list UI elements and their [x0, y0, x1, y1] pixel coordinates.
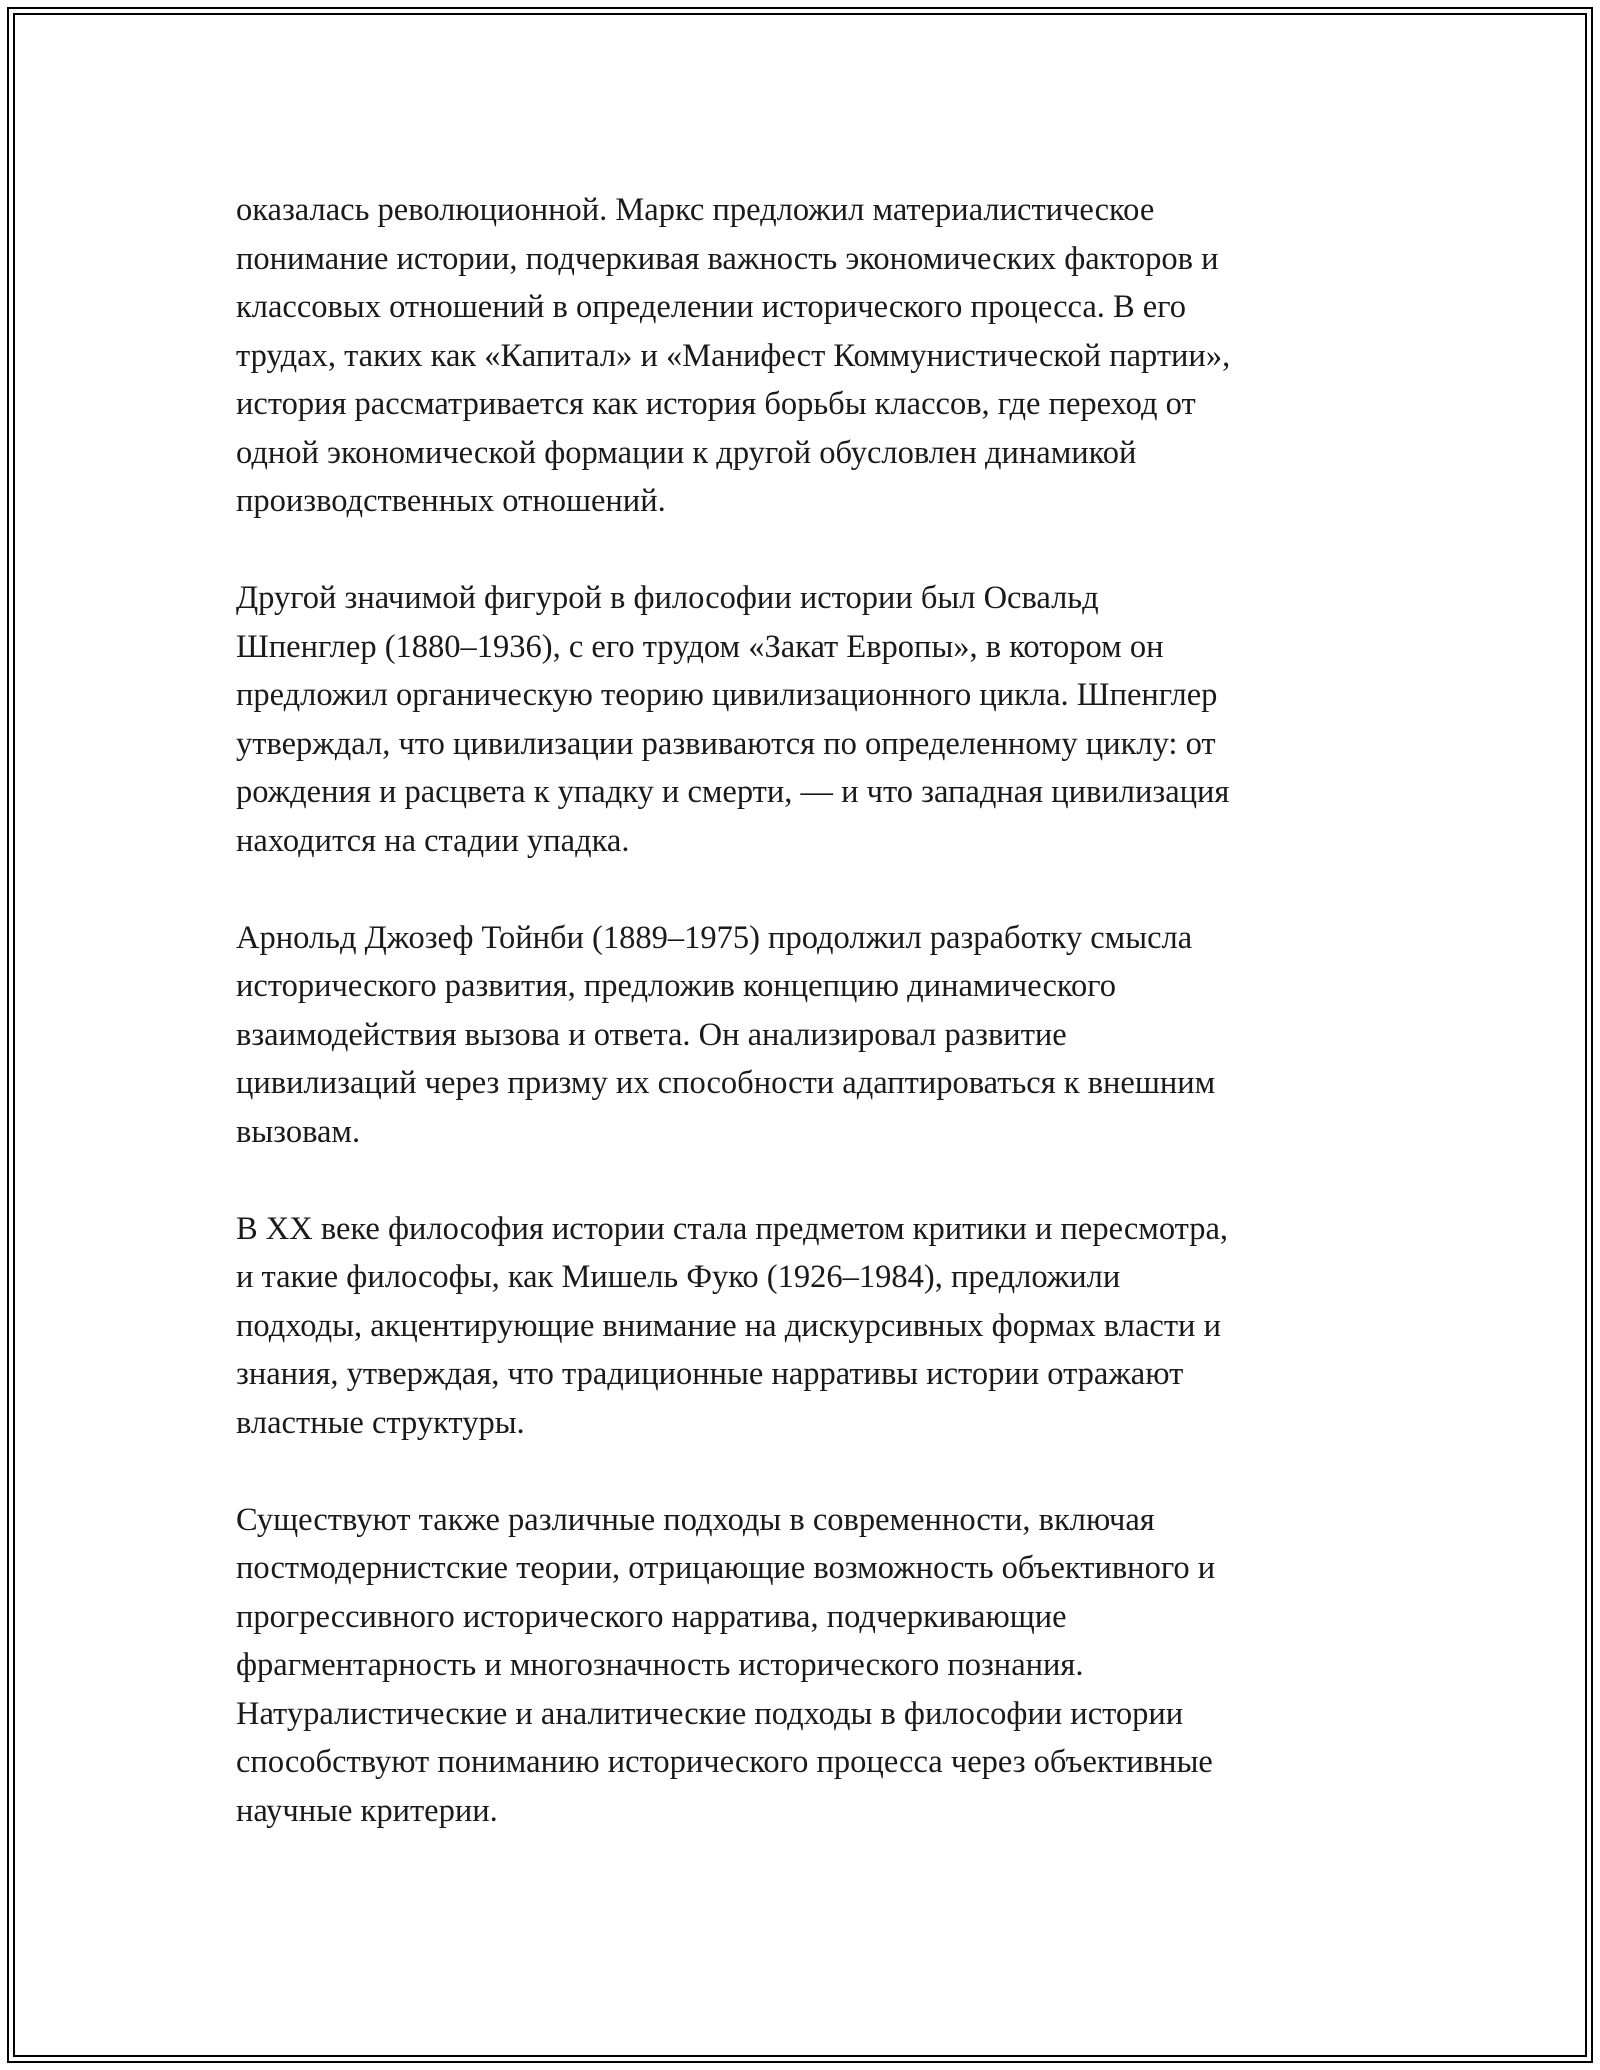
text-line: цивилизаций через призму их способности адаптироваться к внешним — [236, 1065, 1216, 1101]
text-line: исторического развития, предложив концепцию динамического — [236, 968, 1117, 1004]
text-line: В XX веке философия истории стала предметом критики и пересмотра, — [236, 1210, 1229, 1247]
text-line: классовых отношений в определении исторического процесса. В его — [236, 289, 1186, 325]
text-line: находится на стадии упадка. — [236, 822, 630, 859]
text-line: оказалась революционной. Маркс предложил материалистическое — [236, 192, 1155, 228]
text-line: понимание истории, подчеркивая важность экономических факторов и — [236, 240, 1219, 277]
text-line: утверждал, что цивилизации развиваются по определенному циклу: от — [236, 725, 1216, 762]
text-line: рождения и расцвета к упадку и смерти, — и что западная цивилизация — [236, 774, 1230, 810]
text-line: Натуралистические и аналитические подходы в философии истории — [236, 1695, 1184, 1732]
text-line: предложил органическую теорию цивилизационного цикла. Шпенглер — [236, 677, 1218, 713]
text-line: история рассматривается как история борьбы классов, где переход от — [236, 386, 1196, 422]
text-line: взаимодействия вызова и ответа. Он анализировал развитие — [236, 1016, 1067, 1053]
text-line: Существуют также различные подходы в современности, включая — [236, 1501, 1155, 1538]
paragraph-modern-approaches — [236, 1496, 1416, 1836]
text-line: вызовам. — [236, 1113, 361, 1150]
paragraph-toynbee — [236, 914, 1416, 1157]
text-line: постмодернистские теории, отрицающие возможность объективного и — [236, 1550, 1216, 1586]
text-line: производственных отношений. — [236, 483, 666, 519]
text-line: Арнольд Джозеф Тойнби (1889–1975) продолжил разработку смысла — [236, 919, 1193, 956]
text-line: способствуют пониманию исторического процесса через объективные — [236, 1744, 1213, 1780]
paragraph-marx — [236, 186, 1416, 526]
text-line: фрагментарность и многозначность исторического познания. — [236, 1647, 1084, 1683]
text-line: одной экономической формации к другой обусловлен динамикой — [236, 434, 1137, 471]
text-line: научные критерии. — [236, 1792, 498, 1829]
text-line: Другой значимой фигурой в философии истории был Освальд — [236, 580, 1099, 616]
text-line: прогрессивного исторического нарратива, подчеркивающие — [236, 1598, 1067, 1635]
text-line: трудах, таких как «Капитал» и «Манифест Коммунистической партии», — [236, 337, 1231, 374]
paragraph-spengler — [236, 574, 1416, 865]
text-line: властные структуры. — [236, 1404, 525, 1441]
text-line: и такие философы, как Мишель Фуко (1926–1984), предложили — [236, 1259, 1121, 1295]
paragraph-foucault — [236, 1205, 1416, 1448]
text-line: Шпенглер (1880–1936), с его трудом «Закат Европы», в котором он — [236, 628, 1164, 665]
text-line: подходы, акцентирующие внимание на дискурсивных формах власти и — [236, 1307, 1221, 1344]
document-body — [236, 186, 1416, 1884]
text-line: знания, утверждая, что традиционные нарративы истории отражают — [236, 1356, 1184, 1392]
